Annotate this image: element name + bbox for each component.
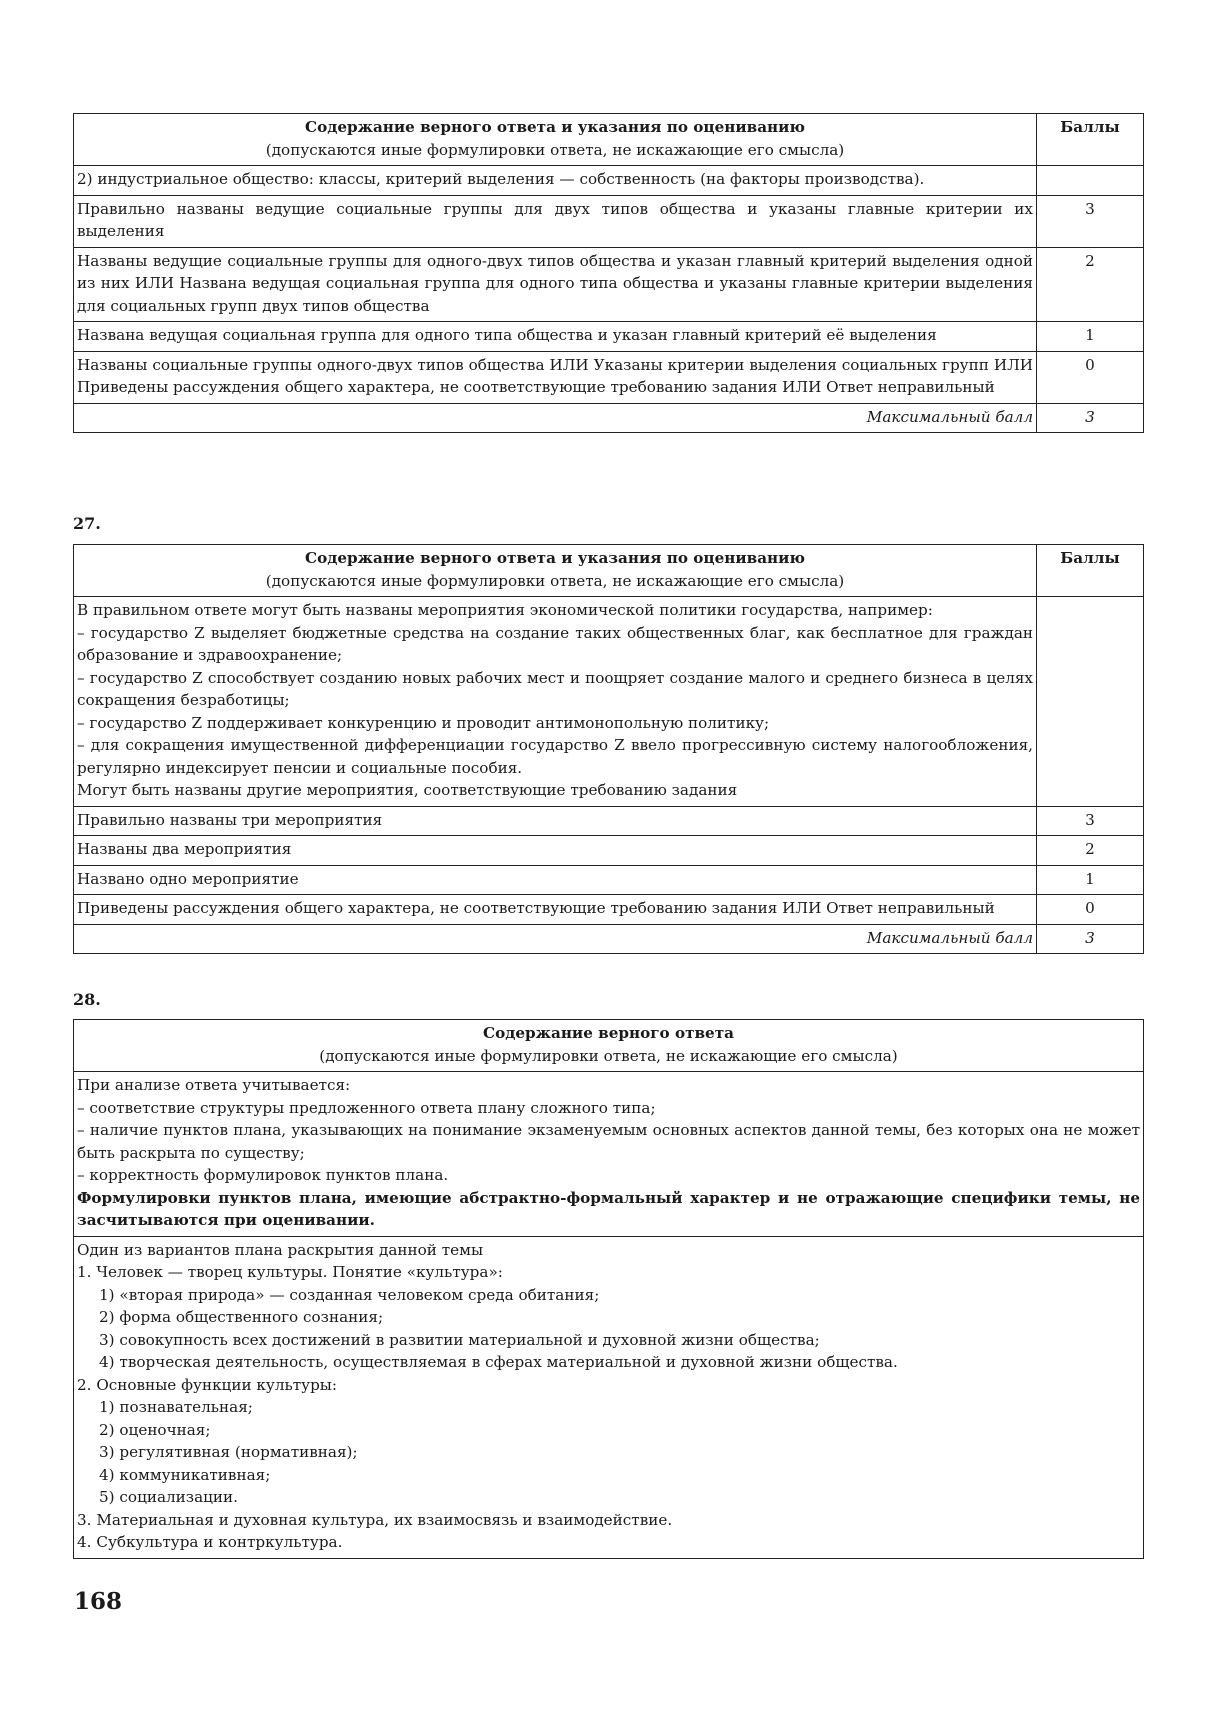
max-score-label: Максимальный балл — [74, 403, 1037, 433]
plan-intro: Один из вариантов плана раскрытия данной темы — [77, 1240, 484, 1259]
max-score-label: Максимальный балл — [74, 924, 1037, 954]
header-title: Содержание верного ответа и указания по оцениванию — [304, 118, 805, 136]
task26-criteria-table — [73, 113, 1144, 433]
content-row — [74, 597, 1144, 807]
criterion-text: Названы ведущие социальные группы для одного-двух типов общества и указан главный критерий выделения одной из них ИЛИ Названа ведущая социальная группа для одного типа общества и указаны главные критерии выделения для социальных групп двух типов общества — [74, 247, 1037, 322]
criterion-score: 2 — [1037, 247, 1144, 322]
score-cell-empty — [1037, 597, 1144, 807]
header-title: Содержание верного ответа — [483, 1024, 734, 1042]
max-score-row — [74, 924, 1144, 954]
content-line: – государство Z способствует созданию новых рабочих мест и поощряет создание малого и среднего бизнеса в целях сокращения безработицы; — [77, 668, 1033, 709]
table-row — [74, 351, 1144, 403]
table-header-row — [74, 545, 1144, 597]
table-header-row — [74, 114, 1144, 166]
score-cell-empty — [1037, 166, 1144, 196]
content-line: – для сокращения имущественной дифференциации государство Z ввело прогрессивную систему налогообложения, регулярно индексирует пенсии и социальные пособия. — [77, 736, 1033, 777]
page-number: 168 — [74, 1588, 123, 1615]
criterion-text: Названа ведущая социальная группа для одного типа общества и указан главный критерий её выделения — [74, 322, 1037, 352]
plan-item: 4. Субкультура и контркультура. — [77, 1533, 343, 1551]
criterion-score: 0 — [1037, 895, 1144, 925]
header-subtitle: (допускаются иные формулировки ответа, не искажающие его смысла) — [265, 571, 845, 590]
task-number: 27. — [73, 514, 101, 533]
plan-subitem: 2) форма общественного сознания; — [99, 1308, 384, 1326]
criterion-score: 0 — [1037, 351, 1144, 403]
plan-item: 2. Основные функции культуры: — [77, 1375, 338, 1394]
criteria-note: Формулировки пунктов плана, имеющие абстрактно-формальный характер и не отражающие специфики темы, не засчитываются при оценивании. — [77, 1188, 1140, 1229]
score-header: Баллы — [1037, 545, 1144, 597]
content-row — [74, 166, 1144, 196]
criterion-text: Названо одно мероприятие — [74, 865, 1037, 895]
content-line: – государство Z поддерживает конкуренцию и проводит антимонопольную политику; — [77, 713, 770, 732]
criterion-score: 3 — [1037, 806, 1144, 836]
plan-content — [74, 1236, 1144, 1558]
task28-answer-table — [73, 1019, 1144, 1559]
answer-content — [74, 597, 1037, 807]
plan-subitem: 3) совокупность всех достижений в развитии материальной и духовной жизни общества; — [99, 1330, 820, 1349]
max-score-value: 3 — [1037, 924, 1144, 954]
criteria-line: При анализе ответа учитывается: — [77, 1076, 351, 1094]
criterion-score: 2 — [1037, 836, 1144, 866]
content-line: Могут быть названы другие мероприятия, соответствующие требованию задания — [77, 781, 738, 799]
criteria-line: – соответствие структуры предложенного ответа плану сложного типа; — [77, 1098, 656, 1117]
answer-content: 2) индустриальное общество: классы, критерий выделения — собственность (на факторы производства). — [74, 166, 1037, 196]
plan-subitem: 4) коммуникативная; — [99, 1465, 271, 1484]
table-row — [74, 806, 1144, 836]
plan-subitem: 1) «вторая природа» — созданная человеком среда обитания; — [99, 1285, 600, 1304]
content-line: В правильном ответе могут быть названы мероприятия экономической политики государства, например: — [77, 601, 933, 619]
table-row — [74, 195, 1144, 247]
criterion-text: Правильно названы ведущие социальные группы для двух типов общества и указаны главные критерии их выделения — [74, 195, 1037, 247]
table-row — [74, 865, 1144, 895]
plan-item: 1. Человек — творец культуры. Понятие «культура»: — [77, 1263, 503, 1281]
criterion-text: Названы два мероприятия — [74, 836, 1037, 866]
plan-item: 3. Материальная и духовная культура, их взаимосвязь и взаимодействие. — [77, 1510, 673, 1529]
criteria-line: – наличие пунктов плана, указывающих на понимание экзаменуемым основных аспектов данной темы, без которых она не может быть раскрыта по существу; — [77, 1121, 1140, 1162]
table-row — [74, 836, 1144, 866]
header-subtitle: (допускаются иные формулировки ответа, не искажающие его смысла) — [319, 1046, 898, 1065]
task27-criteria-table — [73, 544, 1144, 954]
plan-subitem: 5) социализации. — [99, 1488, 238, 1506]
plan-subitem: 4) творческая деятельность, осуществляемая в сферах материальной и духовной жизни общества. — [99, 1353, 898, 1371]
criterion-score: 1 — [1037, 322, 1144, 352]
table-row — [74, 322, 1144, 352]
task-number: 28. — [73, 990, 101, 1009]
plan-subitem: 2) оценочная; — [99, 1420, 211, 1439]
max-score-value: 3 — [1037, 403, 1144, 433]
table-header-row — [74, 1020, 1144, 1072]
criteria-line: – корректность формулировок пунктов плана. — [77, 1166, 449, 1184]
criterion-score: 1 — [1037, 865, 1144, 895]
content-line: – государство Z выделяет бюджетные средства на создание таких общественных благ, как бесплатное для граждан образование и здравоохранение; — [77, 623, 1033, 664]
content-header — [74, 545, 1037, 597]
content-header — [74, 114, 1037, 166]
table-row — [74, 895, 1144, 925]
criterion-text: Приведены рассуждения общего характера, не соответствующие требованию задания ИЛИ Ответ неправильный — [74, 895, 1037, 925]
criterion-text: Названы социальные группы одного-двух типов общества ИЛИ Указаны критерии выделения социальных групп ИЛИ Приведены рассуждения общего характера, не соответствующие требованию задания ИЛИ Ответ неправильный — [74, 351, 1037, 403]
plan-row — [74, 1236, 1144, 1558]
plan-subitem: 1) познавательная; — [99, 1398, 253, 1416]
score-header: Баллы — [1037, 114, 1144, 166]
table-row — [74, 247, 1144, 322]
header-title: Содержание верного ответа и указания по оцениванию — [304, 549, 805, 567]
evaluation-criteria — [74, 1072, 1144, 1237]
criterion-text: Правильно названы три мероприятия — [74, 806, 1037, 836]
plan-subitem: 3) регулятивная (нормативная); — [99, 1443, 358, 1461]
max-score-row — [74, 403, 1144, 433]
criteria-row — [74, 1072, 1144, 1237]
criterion-score: 3 — [1037, 195, 1144, 247]
content-header — [74, 1020, 1144, 1072]
header-subtitle: (допускаются иные формулировки ответа, не искажающие его смысла) — [265, 140, 845, 159]
